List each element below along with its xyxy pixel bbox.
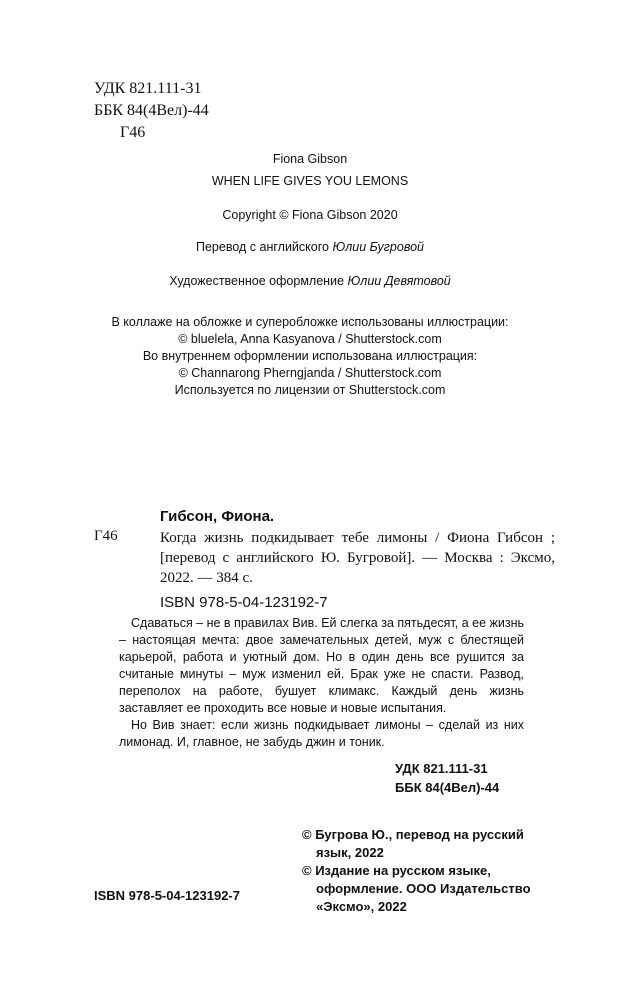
original-author: Fiona Gibson xyxy=(272,152,348,166)
credit-line: Используется по лицензии от Shutterstock.com xyxy=(174,383,446,397)
bottom-classification-codes xyxy=(395,759,499,797)
art-design-label: Художественное оформление xyxy=(169,274,344,288)
art-designer-name: Юлии Девятовой xyxy=(347,274,451,288)
credit-line: © Channarong Pherngjanda / Shutterstock.com xyxy=(178,366,442,380)
original-title: WHEN LIFE GIVES YOU LEMONS xyxy=(211,174,409,188)
catalog-card-heading: Гибсон, Фиона. xyxy=(160,508,275,525)
translator-name: Юлии Бугровой xyxy=(332,240,424,254)
rights-notice xyxy=(302,826,531,916)
udk-code: УДК 821.111-31 xyxy=(395,761,488,776)
credit-line: © bluelela, Anna Kasyanova / Shutterstock.com xyxy=(178,332,442,346)
catalog-card-isbn: ISBN 978-5-04-123192-7 xyxy=(160,594,328,611)
annotation-paragraph: Но Вив знает: если жизнь подкидывает лимоны – сделай из них лимонад. И, главное, не забудь джин и тоник. xyxy=(119,718,524,749)
book-annotation xyxy=(119,615,524,751)
credit-line: Во внутреннем оформлении использована иллюстрация: xyxy=(142,349,478,363)
translation-rights: © Бугрова Ю., перевод на русский xyxy=(302,827,524,842)
annotation-paragraph: Сдаваться – не в правилах Вив. Ей слегка за пятьдесят, а ее жизнь – настоящая мечта: двое замечательных детей, муж с блестящей карьерой, работа и уютный дом. Но в один день все рушится за считаные минуты – муж изменил ей. Брак уже не спасти. Развод, переполох на работе, бушует климакс. Каждый день жизнь заставляет ее проходить все новые и новые испытания. xyxy=(119,616,525,715)
illustration-credits xyxy=(60,314,560,399)
author-mark: Г46 xyxy=(120,124,146,141)
translation-rights-cont: язык, 2022 xyxy=(316,845,384,860)
translation-credit xyxy=(60,240,560,254)
translation-label: Перевод с английского xyxy=(196,240,329,254)
edition-rights-cont: «Эксмо», 2022 xyxy=(316,899,407,914)
credit-line: В коллаже на обложке и суперобложке использованы иллюстрации: xyxy=(111,315,509,329)
original-copyright: Copyright © Fiona Gibson 2020 xyxy=(222,208,398,222)
edition-rights-cont: оформление. ООО Издательство xyxy=(316,881,531,896)
catalog-card-code: Г46 xyxy=(94,528,118,544)
top-classification-codes xyxy=(94,78,209,144)
udk-code: УДК 821.111-31 xyxy=(94,80,202,97)
bbk-code: ББК 84(4Вел)-44 xyxy=(94,102,209,119)
isbn-number: ISBN 978-5-04-123192-7 xyxy=(94,888,240,903)
bbk-code: ББК 84(4Вел)-44 xyxy=(395,780,500,795)
catalog-card-description: Когда жизнь подкидывает тебе лимоны / Фиона Гибсон ; [перевод с английского Ю. Бугровой]. — Москва : Эксмо, 2022. — 384 с. xyxy=(160,530,555,586)
edition-rights: © Издание на русском языке, xyxy=(302,863,491,878)
art-design-credit xyxy=(60,274,560,288)
